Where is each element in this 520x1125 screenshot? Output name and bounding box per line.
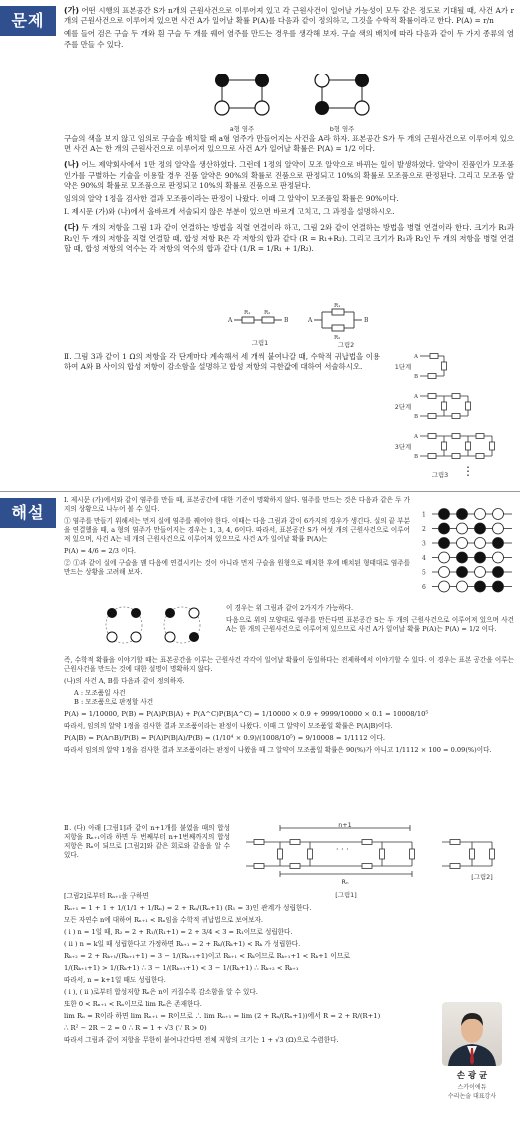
ladder-step-2 [413, 394, 471, 421]
black-bead [439, 509, 450, 520]
sol2-l4: ( i ) n = 1일 때, R₂ = 2 + R₁/(R₁+1) = 2 + 3/4 < 3 = R₁이므로 성립한다. [64, 928, 293, 936]
bead-row-number: 1 [422, 511, 426, 519]
svg-text:R₁: R₁ [334, 303, 341, 309]
author-org: 스카이에듀 [457, 1084, 487, 1091]
sol2-l5: ( ii ) n = k일 때 성립한다고 가정하면 Rₖ₊₁ = 2 + Rₖ/(Rₖ+1) < Rₖ 가 성립한다. [64, 940, 301, 948]
svg-text:A: A [228, 317, 233, 324]
ladder-ellipsis: ⋮ [462, 464, 474, 478]
solution-part1b [226, 604, 514, 637]
question-1: Ⅰ. 제시문 (가)와 (나)에서 올바르게 서술되지 않은 부분이 있으면 바르게 고치고, 그 과정을 설명하시오. [64, 207, 395, 217]
black-bead [475, 581, 486, 592]
sol1-case2c: 다음으로 위의 모양대로 염주를 만든다면 표본공간 S는 두 개의 근원사건으로 이루어져 있으며 사건 A는 한 개의 근원사건으로 이루어져 있으므로 사건 A가 일어날 확률 P(A)는 P(A) = 1/2 이다. [226, 616, 514, 633]
sol2-l8: 따라서, n = k+1일 때도 성립한다. [64, 976, 166, 984]
black-bead [475, 523, 486, 534]
bead-row-number: 4 [422, 555, 426, 562]
ladder-step-label-2: 2단계 [394, 403, 412, 411]
section-divider [0, 491, 520, 492]
sol2-fig1-caption: [그림1] [335, 891, 357, 899]
sol1-case2: ② ①과 같이 실에 구슬을 꿴 다음에 연결시키는 것이 아니라 먼저 구슬을 원형으로 배치한 후에 배치된 형태대로 염주를 만드는 상황을 고려해 보자. [64, 559, 410, 576]
sol1-note: 즉, 수학적 확률을 이야기할 때는 표본공간을 이루는 근원사건 각각이 일어날 확률이 동일하다는 전제하에서 이야기할 수 있다. 이 경우는 표본 공간을 이루는 근원사건을 만드는 것에 대한 설명이 명확하지 않다. [64, 656, 514, 673]
sol2-l6: Rₖ₊₂ = 2 + Rₖ₊₁/(Rₖ₊₁+1) = 3 − 1/(Rₖ₊₁+1)이고 Rₖ₊₁ < Rₖ이므로 Rₖ₊₁+1 < Rₖ+1 이므로 [64, 952, 350, 960]
sol2-l13: 따라서 그림과 같이 저항을 무한히 붙여나간다면 전체 저항의 크기는 1 + √3 (Ω)으로 수렴한다. [64, 1036, 339, 1044]
white-bead [457, 523, 468, 534]
ladder-step-1 [413, 354, 447, 381]
da-paragraph: (다) 두 개의 저항을 그림 1과 같이 연결하는 방법을 직렬 연결이라 하고, 그림 2와 같이 연결하는 방법을 병렬 연결이라 한다. 크기가 R₁과 R₂인 두 개의 저항을 직렬 연결할 때, 합성 저항 R은 각 저항의 합과 같다 (R = R₁+R₂). 그리고 크기가 R₁과 R₂인 두 개의 저항을 병렬 연결할 때, 합성 저항의 역수는 각 저항의 역수의 합과 같다 (1/R = 1/R₁ + 1/R₂). [64, 223, 514, 253]
white-bead [475, 538, 486, 549]
sol1-case2b: 이 경우는 위 그림과 같이 2가지가 가능하다. [226, 604, 354, 612]
problem-section [0, 0, 520, 488]
svg-text:R₁: R₁ [244, 310, 251, 316]
circuit-figures [228, 302, 378, 342]
sol1-eq2: P(A|B) = P(A∩B)/P(B) = P(A)P(B|A)/P(B) = (1/10⁴ × 0.9)/(1008/10⁵) = 9/10008 = 1/1112 이다. [64, 734, 386, 742]
sol2-head: Ⅱ. (다) 아래 [그림1]과 같이 n+1개를 붙였을 때의 합성저항을 Rₙ₊₁이라 하면 두 번째부터 n+1번째까지의 합성저항은 Rₙ이 되므로 [그림2]와 같은 회로와 같음을 알 수 있다. [64, 824, 230, 859]
series-circuit [228, 310, 289, 324]
na-paragraph-2: 임의의 알약 1정을 검사한 결과 모조품이라는 판정이 나왔다. 이때 그 알약이 모조품일 확률은 90%이다. [64, 194, 399, 204]
svg-text:B: B [414, 414, 419, 420]
bead-figure [200, 74, 390, 126]
ladder-step-label-1: 1단계 [394, 363, 412, 371]
ga-example: 예를 들어 검은 구슬 두 개와 흰 구슬 두 개를 꿰어 염주를 만드는 경우를 생각해 보자. 구슬 색의 배치에 따라 다음과 같이 두 가지 종류의 염주를 만들 수 있다. [64, 29, 514, 49]
problem-tag: 문제 [0, 6, 56, 36]
black-bead [457, 552, 468, 563]
svg-text:A: A [414, 394, 418, 400]
problem-body [64, 6, 514, 53]
sol1-eq1: P(A) = 1/10000, P(B) = P(A)P(B|A) + P(A^C)P(B|A^C) = 1/10000 × 0.9 + 9999/10000 × 0.1 = 10008/10⁵ [64, 710, 429, 718]
bead-row-number: 3 [422, 540, 426, 548]
circle-arrangements [100, 602, 210, 648]
sol1-case1-formula: P(A) = 4/6 = 2/3 이다. [64, 547, 136, 555]
svg-text:R₂: R₂ [334, 335, 341, 341]
svg-text:A: A [308, 317, 313, 324]
fig-b-caption: b형 염주 [329, 125, 355, 133]
svg-text:· · ·: · · · [336, 845, 349, 854]
white-bead [439, 552, 450, 563]
white-bead [493, 552, 504, 563]
solution-part2 [64, 892, 434, 1048]
sol1-t1: 따라서, 임의의 알약 1정을 검사한 결과 모조품이라는 판정이 나왔다. 이때 그 알약이 모조품일 확률은 P(A|B)이다. [64, 722, 393, 730]
solution-part1c [64, 656, 514, 758]
author-name: 손 광 균 [456, 1071, 488, 1081]
bead-row-number: 5 [422, 569, 426, 577]
parallel-circuit [307, 303, 369, 341]
fig2-caption: 그림2 [337, 341, 355, 349]
svg-text:B: B [414, 454, 419, 460]
sol2-l9: ( i ), ( ii )로부터 합성저항 Rₙ은 n이 커질수록 감소함을 알 수 있다. [64, 988, 258, 996]
ladder-step-label-3: 3단계 [394, 443, 412, 451]
solution-part2-head [64, 824, 230, 863]
solution-section [0, 494, 520, 1125]
sol2-l3: 모든 자연수 n에 대하여 Rₙ₊₁ < Rₙ임을 수학적 귀납법으로 보여보자. [64, 916, 263, 924]
black-bead [457, 567, 468, 578]
sol1-def-b: B : 모조품으로 판정할 사건 [74, 698, 154, 706]
author-title: 수리논술 대표강사 [447, 1093, 497, 1100]
bead-row-number: 2 [422, 526, 426, 533]
white-bead [457, 581, 468, 592]
black-bead [439, 538, 450, 549]
black-bead [439, 523, 450, 534]
sol2-l1: [그림2]로부터 Rₙ₊₁을 구하면 [64, 892, 149, 900]
sol2-fig-top-label: n+1 [338, 821, 352, 829]
white-bead [475, 567, 486, 578]
black-bead [493, 538, 504, 549]
white-bead [457, 538, 468, 549]
black-bead [493, 581, 504, 592]
problem-body-2 [64, 134, 514, 257]
author-portrait-icon [442, 1002, 502, 1066]
ga-conclusion: 구슬의 색을 보지 않고 임의로 구슬을 배치할 때 a형 염주가 만들어지는 사건을 A라 하자. 표본공간 S가 두 개의 근원사건으로 이루어져 있으면 사건 A는 한 개의 근원사건으로 이루어져 있으므로 사건 A가 일어날 확률은 P(A) = 1/2 이다. [64, 134, 514, 154]
fig3-caption: 그림3 [431, 471, 449, 479]
sol1-na: (나)의 사건 A, B를 다음과 같이 정의하자. [64, 677, 185, 685]
question-2: Ⅱ. 그림 3과 같이 1 Ω의 저항을 각 단계마다 계속해서 세 개씩 붙여나갈 때, 수학적 귀납법을 이용하여 A와 B 사이의 합성 저항이 감소함을 설명하고 합성 저항의 극한값에 대하여 서술하시오. [64, 352, 380, 372]
black-bead [493, 567, 504, 578]
white-bead [493, 509, 504, 520]
question-2-wrap [64, 352, 380, 375]
white-bead [475, 509, 486, 520]
ga-paragraph: (가) 어떤 시행의 표본공간 S가 n개의 근원사건으로 이루어져 있고 각 근원사건이 일어날 가능성이 모두 같은 정도로 기대될 때, 사건 A가 r개의 근원사건으로 이루어져 있으면 사건 A가 일어날 확률 P(A)를 다음과 같이 정의하고, 그것을 수학적 확률이라고 한다. P(A) = r/n [64, 6, 514, 26]
sol1-def-a: A : 모조품일 사건 [74, 689, 126, 697]
svg-text:B: B [364, 317, 369, 324]
bead-b [315, 74, 369, 115]
fig-a-caption: a형 염주 [229, 125, 255, 133]
svg-text:A: A [414, 354, 418, 360]
na-paragraph: (나) 어느 제약회사에서 1만 정의 알약을 생산하였다. 그런데 1정의 알약이 모조 알약으로 바뀌는 일이 발생하였다. 알약이 진품인가 모조품인가를 구별하는 기술을 이용할 경우 진품 알약은 90%의 확률로 진품으로 판정되고 10%의 확률로 모조품으로 판정된다. 그리고 모조품 알약은 90%의 확률로 모조품으로 판정되고 10%의 확률로 진품으로 판정된다. [64, 160, 514, 190]
sol2-l12: ∴ R² − 2R − 2 = 0 ∴ R = 1 + √3 (∵ R > 0) [64, 1024, 207, 1032]
author-photo [442, 1002, 502, 1066]
sol2-l2: Rₙ₊₁ = 1 + 1 + 1/(1/1 + 1/Rₙ) = 2 + Rₙ/(Rₙ+1) (R₁ = 3)인 관계가 성립한다. [64, 904, 312, 912]
fig1-caption: 그림1 [251, 339, 269, 347]
svg-text:B: B [414, 374, 419, 380]
solution-part1 [64, 496, 410, 580]
white-bead [439, 567, 450, 578]
white-bead [439, 581, 450, 592]
svg-text:B: B [284, 317, 289, 324]
bead-row-number: 6 [422, 584, 426, 591]
svg-text:A: A [414, 434, 418, 440]
ladder-step-3 [413, 434, 495, 461]
sol2-l10: 또한 0 < Rₙ₊₁ < Rₙ이므로 lim Rₙ은 존재한다. [64, 1000, 202, 1008]
black-bead [475, 552, 486, 563]
bead-rows-figure [420, 506, 516, 598]
black-bead [457, 509, 468, 520]
svg-text:R₂: R₂ [264, 310, 271, 316]
sol2-l7: 1/(Rₖ₊₁+1) > 1/(Rₖ+1) ∴ 3 − 1/(Rₖ₊₁+1) < 3 − 1/(Rₖ+1) ∴ Rₖ₊₂ < Rₖ₊₁ [64, 964, 299, 972]
bead-a [215, 74, 269, 115]
sol2-fig2-caption: [그림2] [471, 873, 493, 881]
sol2-l11: lim Rₙ = R이라 하면 lim Rₙ₊₁ = R이므로 ∴ lim Rₙ₊₁ = lim (2 + Rₙ/(Rₙ+1))에서 R = 2 + R/(R+1) [64, 1012, 381, 1020]
white-bead [493, 523, 504, 534]
sol2-fig-bottom-label: Rₙ [341, 878, 349, 886]
sol1-head: Ⅰ. 제시문 (가)에서와 같이 염주를 만들 때, 표본공간에 대한 기준이 명확하지 않다. 염주를 만드는 것은 다음과 같은 두 가지의 상황으로 나누어 볼 수 있다. [64, 496, 410, 513]
sol1-t2: 따라서 임의의 알약 1정을 검사한 결과 모조품이라는 판정이 나왔을 때 그 알약이 모조품일 확률은 90(%)가 아니고 1/1112 × 100 = 0.09(%)이다. [64, 746, 492, 754]
solution-tag: 해설 [0, 498, 56, 528]
sol1-case1: ① 염주를 만들기 위해서는 먼저 실에 염주를 꿰어야 한다. 이때는 다음 그림과 같이 6가지의 경우가 생긴다. 실의 끝 부분을 연결했을 때, a 형의 염주가 만들어지는 경우는 1, 3, 4, 6이다. 따라서, 표본공간 S가 여섯 개의 근원사건으로 이루어져 있으며, 사건 A는 네 개의 근원사건으로 이루어져 있으므로 사건 A가 일어날 확률 P(A)는 [64, 517, 410, 543]
